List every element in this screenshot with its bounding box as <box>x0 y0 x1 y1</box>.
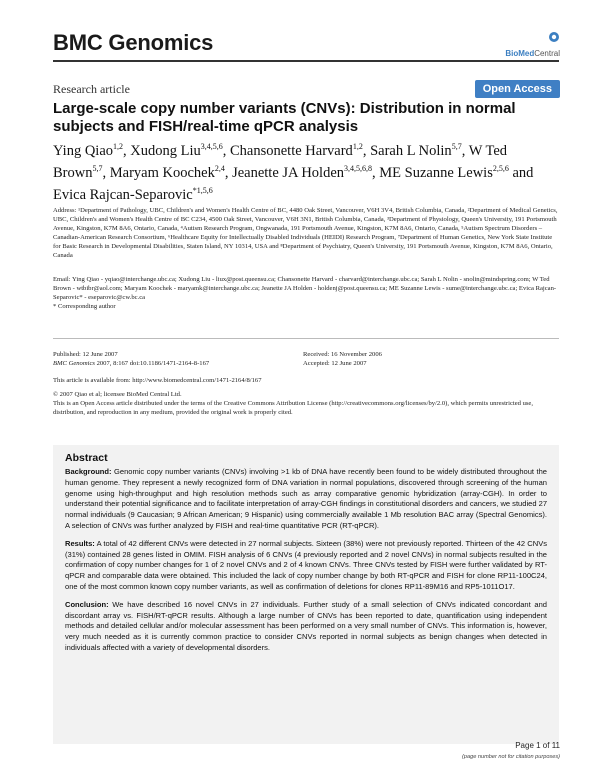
author-affiliation-marker: 3,4,5,6,8 <box>344 163 373 173</box>
author-name: Sarah L Nolin <box>370 142 452 159</box>
author-separator: and <box>508 164 534 181</box>
availability-link[interactable]: This article is available from: http://www.biomedcentral.com/1471-2164/8/167 <box>53 377 262 384</box>
author-affiliation-marker: 2,4 <box>214 163 225 173</box>
abstract-box <box>53 445 559 744</box>
author-separator: , <box>123 142 131 159</box>
author-emails: Email: Ying Qiao - yqiao@interchange.ubc.ca; Xudong Liu - liux@post.queensu.ca; Chansonette Harvard - charvard@interchange.ubc.ca; Sarah L Nolin - snolin@mindspring.com; W Ted Brown - wtbibr@aol.com; Maryam Koochek - maryamk@interchange.ubc.ca; Jeanette JA Holden - holdenj@post.queensu.ca; ME Suzanne Lewis - sume@interchange.ubc.ca; Evica Rajcan-Separovic* - eseparovic@cw.bc.ca <box>53 276 557 302</box>
author-affiliation-marker: 1,2 <box>113 142 124 151</box>
copyright-line: © 2007 Qiao et al; licensee BioMed Central Ltd. <box>53 391 182 398</box>
page-number: Page 1 of 11 <box>515 741 560 750</box>
open-access-badge: Open Access <box>475 80 560 98</box>
copyright-block <box>53 390 558 417</box>
abstract-heading: Abstract <box>65 452 108 464</box>
publisher-logo <box>498 30 560 58</box>
author-affiliation-marker: *1,5,6 <box>192 185 213 195</box>
author-separator: , <box>372 164 380 181</box>
publisher-name: BioMedCentral <box>505 49 560 58</box>
author-name: ME Suzanne Lewis <box>379 164 493 181</box>
author-name: Xudong Liu <box>130 142 201 159</box>
abstract-background: Background: Genomic copy number variants (CNVs) involving >1 kb of DNA have recently been found to be widely distributed throughout the human genome. They represent a newly recognized form of DNA variation in normal populations, discovered through screening of the human genome using high-throughput and high resolution methods such as array comparative genomic hybridization (array-CGH). In order to understand their potential significance and to facilitate interpretation of array-CGH findings in constitutional disorders and cancers, we studied 27 normal individuals (9 Caucasian; 9 African American; 9 Hispanic) using commercially available 1 Mb resolution BAC array (Spectral Genomics). A selection of CNVs was further analyzed by FISH and real-time quantitative PCR (RT-qPCR). <box>65 467 548 530</box>
author-affiliation-marker: 3,4,5,6 <box>200 142 223 151</box>
accepted-date: Accepted: 12 June 2007 <box>303 360 367 368</box>
author-affiliation-marker: 2,5,6 <box>492 163 509 173</box>
author-name: Maryam Koochek <box>109 164 215 181</box>
author-separator: , <box>461 142 469 159</box>
published-date: Published: 12 June 2007 <box>53 351 118 358</box>
affiliations: Address: ¹Department of Pathology, UBC, Children's and Women's Health Centre of BC, 4480 Oak Street, Vancouver, V6H 3V4, British Columbia, Canada, ²Department of Medical Genetics, UBC, Children's and Women's Health Centre of BC C234, 4500 Oak Street, Vancouver, V6H 3N1, British Columbia, Canada, ³Department of Physiology, Queen's University, 191 Portsmouth Avenue, Kingston, K7M 8A6, Ontario, Canada, ⁴Autism Research Program, Ongwanada, 191 Portsmouth Avenue, Kingston, K7M 8A6, Ontario, Canada, ⁵Autism Spectrum Disorders – Canadian-American Research Consortium, ⁶Healthcare Equity for Intellectually Disabled Individuals (HEIDI) Research Program, ⁷Department of Human Genetics, New York State Institute for Basic Research in Developmental Disabilities, Staten Island, NY 10314, USA and ⁸Department of Psychiatry, Queen's University, 191 Portsmouth Avenue, Kingston, K7M 8A6, Ontario, Canada <box>53 207 558 260</box>
author-name: Ying Qiao <box>53 142 114 159</box>
corresponding-note: * Corresponding author <box>53 303 116 311</box>
author-name: Evica Rajcan-Separovic <box>53 186 193 203</box>
author-separator: , <box>222 142 230 159</box>
received-date: Received: 16 November 2006 <box>303 351 382 358</box>
author-affiliation-marker: 1,2 <box>352 142 363 151</box>
meta-rule <box>53 338 559 339</box>
article-type: Research article <box>53 82 130 96</box>
author-name: Jeanette JA Holden <box>232 164 345 181</box>
article-title: Large-scale copy number variants (CNVs): Distribution in normal subjects and FISH/real-time qPCR analysis <box>53 100 516 135</box>
email-block <box>53 275 558 311</box>
author-name: W Ted Brown <box>53 142 508 181</box>
author-list <box>53 138 558 203</box>
review-dates <box>303 350 503 368</box>
author-separator: , <box>362 142 371 159</box>
page-number-note: (page number not for citation purposes) <box>462 754 560 760</box>
publication-meta <box>53 350 303 368</box>
author-affiliation-marker: 5,7 <box>451 142 462 151</box>
author-affiliation-marker: 5,7 <box>92 163 103 173</box>
license-text: This is an Open Access article distributed under the terms of the Creative Commons Attribution License (http://creativecommons.org/licenses/by/2.0), which permits unrestricted use, distribution, and reproduction in any medium, provided the original work is properly cited. <box>53 400 534 417</box>
author-separator: , <box>102 164 110 181</box>
journal-title: BMC Genomics <box>53 30 214 55</box>
author-name: Chansonette Harvard <box>230 142 353 159</box>
abstract-conclusion: Conclusion: We have described 16 novel CNVs in 27 individuals. Further study of a small selection of CNVs indicated concordant and discordant array vs. FISH/RT-qPCR results. Although a large number of CNVs has been reported to date, quantification using independent methods and detailed cellular and/or molecular assessment has been performed on a very small number of CNVs. This information is, however, very much needed as it is currently common practice to consider CNVs reported in normal subjects as benign changes when detected in individuals affected with a variety of developmental disorders. <box>65 599 547 652</box>
biomed-logo-icon <box>548 31 560 43</box>
citation: BMC Genomics 2007, 8:167 doi:10.1186/1471-2164-8-167 <box>53 360 210 368</box>
abstract-results: Results: A total of 42 different CNVs were detected in 27 normal subjects. Sixteen (38%) were not previously reported. Thirteen of the 42 CNVs (31%) contained 28 genes listed in OMIM. FISH analysis of 6 CNVs (4 previously reported and 2 novel CNVs) in normal subjects resulted in the confirmation of copy number changes for 1 of 2 novel CNVs and 2 of 4 known CNVs. Three CNVs tested by FISH were further validated by RT-qPCR and comparable data were obtained. This included the lack of copy number change by both RT-qPCR and FISH for clone RP11-100C24, one of the most common known copy number variants, as well as confirmation of deletions for clones RP11-89M16 and RP5-1011O17. <box>65 538 547 591</box>
author-separator: , <box>224 164 233 181</box>
header-rule <box>53 60 559 62</box>
